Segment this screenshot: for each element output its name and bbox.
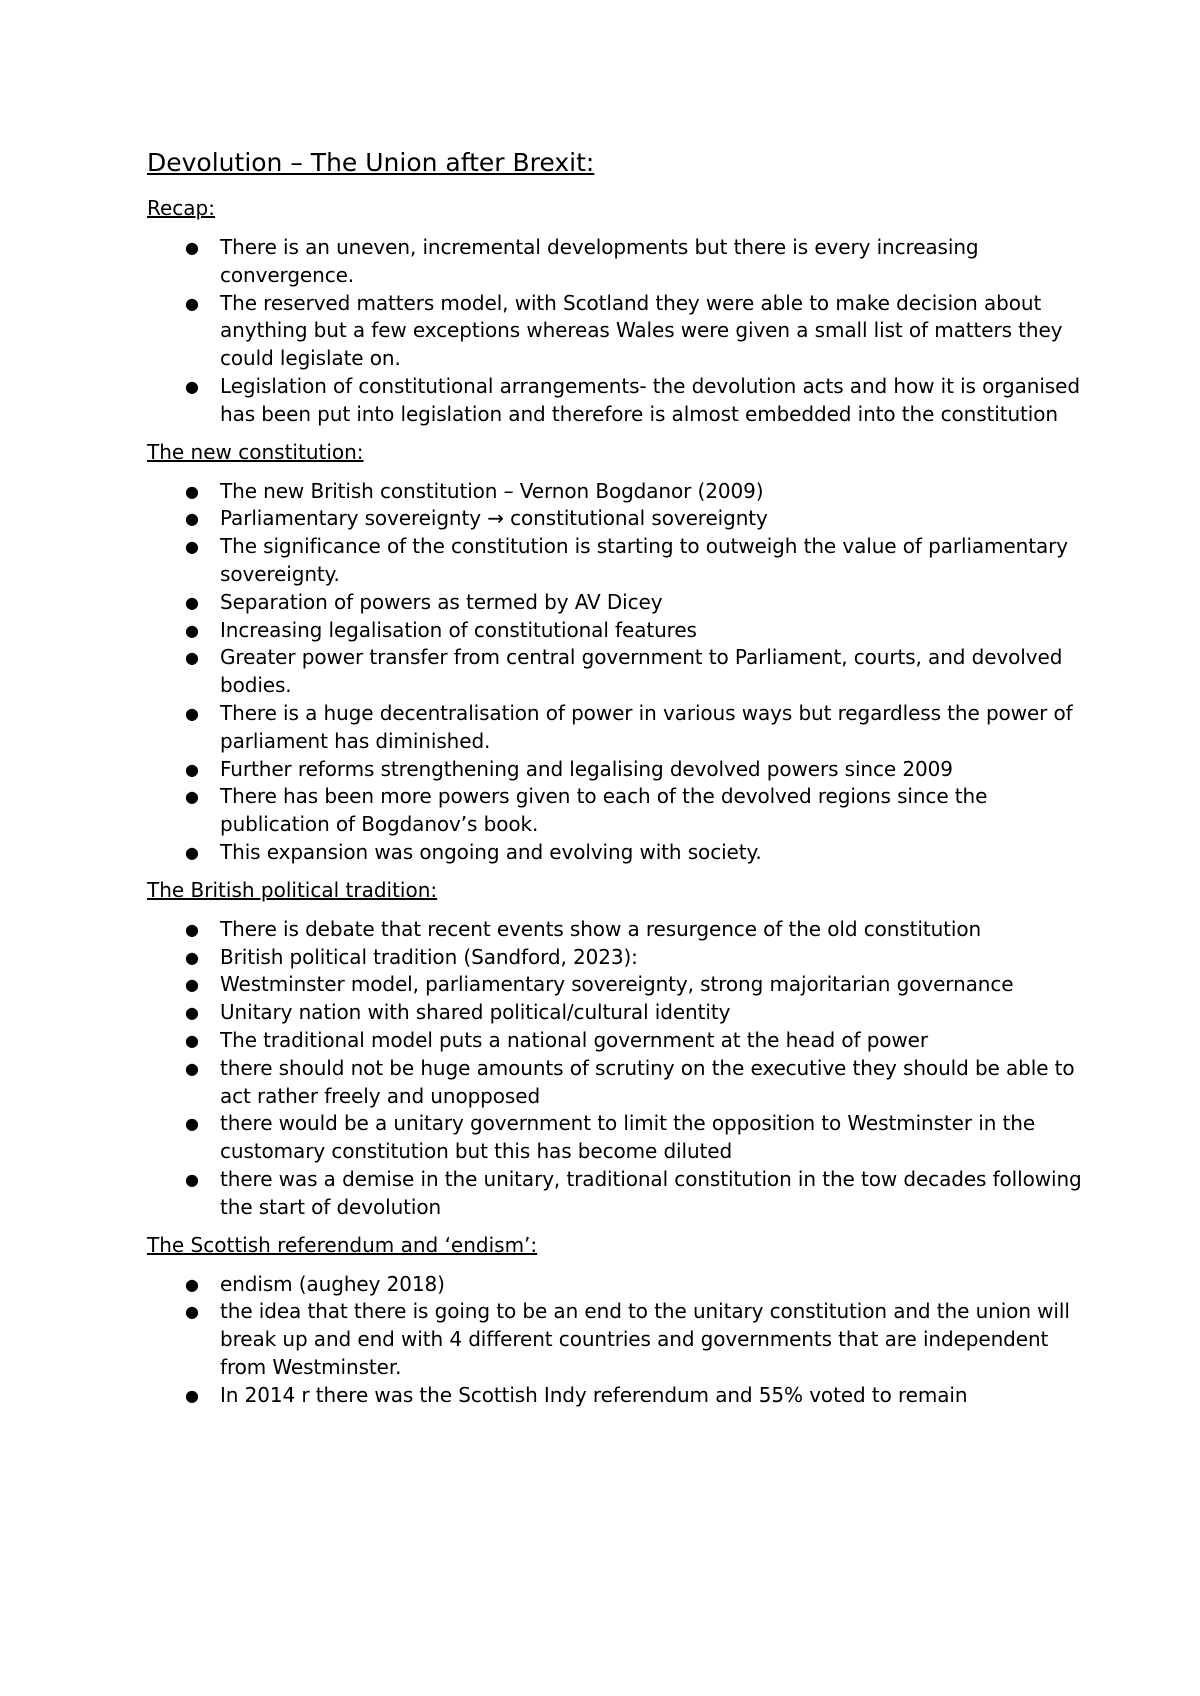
section-new-constitution [147,438,1087,867]
list-item-text: The significance of the constitution is starting to outweigh the value of parliamentary sovereignty. [220,534,1068,586]
bullet-icon: ● [185,620,199,640]
bullet-icon: ● [185,648,199,668]
bullet-icon: ● [185,238,199,257]
list-item-text: Greater power transfer from central government to Parliament, courts, and devolved bodies. [220,645,1063,698]
list-item-text: there should not be huge amounts of scrutiny on the executive they should be able to act rather freely and unopposed [220,1055,1075,1108]
bullet-icon: ● [185,592,199,612]
list-item [147,505,1087,533]
bullet-icon: ● [185,947,199,967]
list-item [147,1166,1087,1222]
bullet-icon: ● [185,1114,199,1134]
section-british-political-tradition [147,876,1087,1222]
bullet-icon: ● [185,481,199,501]
list-item [147,839,1087,867]
list-item [147,533,1087,589]
list-item-text: the idea that there is going to be an end to the unitary constitution and the union will break up and end with 4 different countries and governments that are independent from Westminster. [220,1299,1070,1379]
bullet-icon: ● [185,1058,199,1078]
section-heading: The new constitution: [147,439,364,464]
bullet-icon: ● [185,919,199,939]
list-item [147,971,1087,999]
list-item [147,1027,1087,1055]
list-item [147,944,1087,972]
list-item-text: endism (aughey 2018) [220,1271,445,1296]
bullet-icon: ● [185,787,199,807]
bullet-icon: ● [185,293,199,313]
list-item-text: There has been more powers given to each of the devolved regions since the publication of Bogdanov’s book. [220,784,988,837]
list-item-text: Separation of powers as termed by AV Dicey [220,589,663,614]
document-title: Devolution – The Union after Brexit: [147,148,595,177]
list-item-text: Further reforms strengthening and legalising devolved powers since 2009 [220,756,953,781]
section-heading: The Scottish referendum and ‘endism’: [147,1232,538,1257]
list-item [147,589,1087,617]
bullet-icon: ● [185,703,199,723]
list-item [147,783,1087,839]
list-item-text: Unitary nation with shared political/cultural identity [220,1000,731,1025]
bullet-list [147,478,1087,867]
list-item-text: Legislation of constitutional arrangements- the devolution acts and how it is organised has been put into legislation and therefore is almost embedded into the constitution [220,373,1080,426]
list-item-text: Parliamentary sovereignty → constitutional sovereignty [220,506,768,531]
list-item-text: There is an uneven, incremental developments but there is every increasing convergence. [220,235,979,287]
document-page [147,146,1087,1418]
list-item [147,617,1087,645]
list-item [147,1298,1087,1381]
list-item [147,290,1087,373]
section-scottish-referendum [147,1231,1087,1410]
bullet-icon: ● [185,842,199,862]
list-item-text: In 2014 r there was the Scottish Indy referendum and 55% voted to remain [220,1382,968,1407]
section-heading: The British political tradition: [147,877,438,902]
bullet-icon: ● [185,376,199,396]
list-item-text: there was a demise in the unitary, traditional constitution in the tow decades following the start of devolution [220,1166,1082,1219]
bullet-icon: ● [185,537,199,557]
list-item-text: The traditional model puts a national government at the head of power [220,1027,929,1052]
bullet-icon: ● [185,1274,199,1294]
section-recap [147,194,1087,429]
list-item [147,1382,1087,1410]
list-item [147,1271,1087,1299]
list-item-text: Westminster model, parliamentary sovereignty, strong majoritarian governance [220,972,1014,997]
bullet-icon: ● [185,1385,199,1405]
bullet-icon: ● [185,1030,199,1050]
list-item-text: The new British constitution – Vernon Bogdanor (2009) [220,478,764,503]
list-item [147,756,1087,784]
list-item-text: Increasing legalisation of constitutional features [220,617,697,642]
section-heading: Recap: [147,196,215,220]
list-item-text: This expansion was ongoing and evolving with society. [220,839,762,864]
bullet-list [147,916,1087,1222]
list-item [147,478,1087,506]
list-item [147,644,1087,700]
bullet-icon: ● [185,1169,199,1189]
list-item-text: There is debate that recent events show a resurgence of the old constitution [220,916,982,941]
bullet-list [147,234,1087,429]
list-item-text: The reserved matters model, with Scotland they were able to make decision about anything but a few exceptions whereas Wales were given a small list of matters they could legislate on. [220,290,1063,371]
bullet-icon: ● [185,759,199,779]
list-item [147,234,1087,290]
list-item [147,999,1087,1027]
bullet-icon: ● [185,975,199,995]
bullet-icon: ● [185,1003,199,1023]
bullet-icon: ● [185,1302,199,1322]
list-item-text: British political tradition (Sandford, 2023): [220,944,638,969]
bullet-list [147,1271,1087,1410]
list-item [147,916,1087,944]
bullet-icon: ● [185,509,199,529]
list-item [147,373,1087,429]
list-item-text: there would be a unitary government to limit the opposition to Westminster in the customary constitution but this has become diluted [220,1111,1036,1164]
list-item [147,1055,1087,1111]
list-item-text: There is a huge decentralisation of power in various ways but regardless the power of parliament has diminished. [220,700,1073,753]
list-item [147,700,1087,756]
list-item [147,1110,1087,1166]
